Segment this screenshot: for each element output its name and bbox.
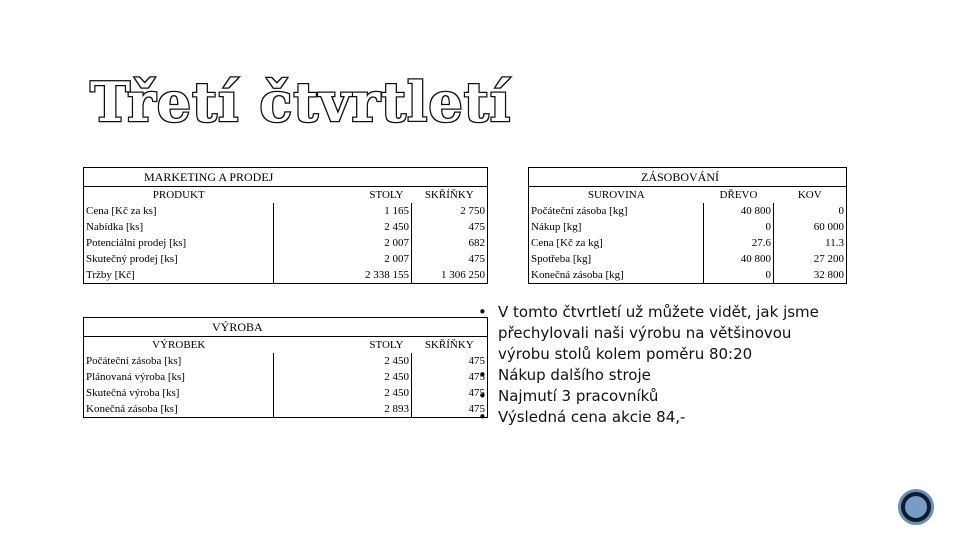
zasobovani-caption: ZÁSOBOVÁNÍ [529, 168, 847, 187]
row-label: Tržby [Kč] [84, 267, 274, 284]
cell-value: 27 200 [774, 251, 847, 267]
cell-value: 2 007 [274, 235, 412, 251]
table-row [84, 385, 488, 401]
column-header: DŘEVO [719, 188, 758, 201]
cell-value: 40 800 [704, 203, 774, 219]
slide-navigation-button[interactable] [898, 489, 934, 525]
column-header: STOLY [369, 188, 404, 201]
table-row [84, 369, 488, 385]
row-label: Počáteční zásoba [ks] [84, 353, 274, 369]
cell-value: 475 [412, 251, 488, 267]
table-row [529, 267, 847, 284]
cell-value: 32 800 [774, 267, 847, 284]
row-label: Konečná zásoba [ks] [84, 401, 274, 418]
table-row [84, 353, 488, 369]
table-header-row [84, 337, 488, 354]
vyroba-caption: VÝROBA [84, 318, 488, 337]
row-label: Cena [Kč za kg] [529, 235, 704, 251]
cell-value: 0 [774, 203, 847, 219]
cell-value: 2 450 [274, 385, 412, 401]
cell-value: 1 165 [274, 203, 412, 219]
cell-value: 475 [412, 219, 488, 235]
cell-value: 40 800 [704, 251, 774, 267]
table-caption-row [84, 168, 488, 187]
table-header-row [529, 187, 847, 204]
row-label: Počáteční zásoba [kg] [529, 203, 704, 219]
bullet-item: • Výsledná cena akcie 84,- [478, 407, 823, 428]
row-label: Spotřeba [kg] [529, 251, 704, 267]
row-label: Potenciální prodej [ks] [84, 235, 274, 251]
row-label: Plánovaná výroba [ks] [84, 369, 274, 385]
table-row [84, 267, 488, 284]
cell-value: 60 000 [774, 219, 847, 235]
table-caption-row [84, 318, 488, 337]
bullet-item: • Nákup dalšího stroje [478, 365, 823, 386]
column-header: PRODUKT [152, 188, 205, 201]
table-row [529, 235, 847, 251]
cell-value: 475 [412, 369, 488, 385]
table-row [529, 219, 847, 235]
cell-value: 11.3 [774, 235, 847, 251]
cell-value: 27.6 [704, 235, 774, 251]
table-row [84, 251, 488, 267]
table-row [84, 401, 488, 418]
column-header: KOV [797, 188, 822, 201]
table-row [529, 203, 847, 219]
cell-value: 475 [412, 385, 488, 401]
row-label: Nabídka [ks] [84, 219, 274, 235]
column-header: STOLY [369, 338, 404, 351]
column-header: SKŘÍŇKY [424, 338, 474, 351]
row-label: Cena [Kč za ks] [84, 203, 274, 219]
table-row [84, 203, 488, 219]
table-header-row [84, 187, 488, 204]
marketing-table [83, 167, 488, 284]
cell-value: 475 [412, 401, 488, 418]
table-row [84, 235, 488, 251]
row-label: Skutečný prodej [ks] [84, 251, 274, 267]
column-header: SKŘÍŇKY [424, 188, 474, 201]
cell-value: 682 [412, 235, 488, 251]
column-header: SUROVINA [587, 188, 645, 201]
table-caption-row [529, 168, 847, 187]
row-label: Konečná zásoba [kg] [529, 267, 704, 284]
cell-value: 2 450 [274, 353, 412, 369]
table-row [84, 219, 488, 235]
bullet-item: • V tomto čtvrtletí už můžete vidět, jak jsme přechylovali naši výrobu na většinovou výrobu stolů kolem poměru 80:20 [478, 302, 823, 365]
row-label: Nákup [kg] [529, 219, 704, 235]
cell-value: 2 750 [412, 203, 488, 219]
zasobovani-table [528, 167, 847, 284]
column-header: VÝROBEK [152, 338, 206, 351]
cell-value: 2 007 [274, 251, 412, 267]
cell-value: 475 [412, 353, 488, 369]
cell-value: 2 450 [274, 219, 412, 235]
slide-title: Třetí čtvrtletí [90, 70, 512, 134]
row-label: Skutečná výroba [ks] [84, 385, 274, 401]
cell-value: 2 338 155 [274, 267, 412, 284]
marketing-caption: MARKETING A PRODEJ [84, 168, 488, 187]
cell-value: 2 893 [274, 401, 412, 418]
cell-value: 2 450 [274, 369, 412, 385]
cell-value: 0 [704, 267, 774, 284]
bullet-item: • Najmutí 3 pracovníků [478, 386, 823, 407]
cell-value: 0 [704, 219, 774, 235]
cell-value: 1 306 250 [412, 267, 488, 284]
vyroba-table [83, 317, 488, 418]
table-row [529, 251, 847, 267]
bullet-list [478, 302, 823, 428]
